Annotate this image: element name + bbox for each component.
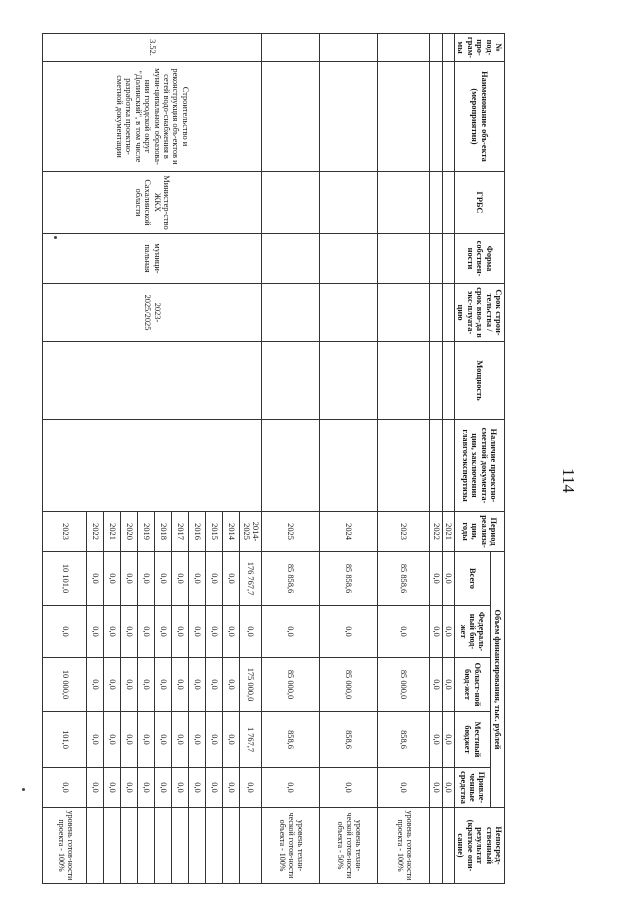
federal-cell: 0,0	[240, 606, 262, 658]
result-cell: уровень готов-ности проекта - 100%	[43, 808, 87, 884]
header-row-1	[490, 34, 504, 884]
year-cell: 2024	[320, 512, 378, 552]
total-cell: 85 858,6	[320, 552, 378, 606]
result-cell: уровень техни-ческой готов-ности объекта - 50%	[320, 808, 378, 884]
header-total: Всего	[454, 552, 490, 606]
local-cell: 101,0	[43, 712, 87, 768]
private-cell: 0,0	[155, 768, 172, 808]
private-cell: 0,0	[430, 768, 442, 808]
private-cell: 0,0	[121, 768, 138, 808]
private-cell: 0,0	[189, 768, 206, 808]
private-cell: 0,0	[43, 768, 87, 808]
scan-speck	[22, 788, 25, 791]
local-cell: 858,6	[378, 712, 430, 768]
federal-cell: 0,0	[104, 606, 121, 658]
federal-cell: 0,0	[262, 606, 320, 658]
year-cell: 2019	[138, 512, 155, 552]
regional-cell: 175 000,0	[240, 658, 262, 712]
total-cell: 0,0	[155, 552, 172, 606]
private-cell: 0,0	[262, 768, 320, 808]
object-grbs: Министер-ство ЖКХ Сахалинской области	[43, 172, 262, 234]
total-cell: 0,0	[430, 552, 442, 606]
federal-cell: 0,0	[172, 606, 189, 658]
header-result: Непосред-ственный результат (краткое опи-сание)	[454, 808, 504, 884]
year-cell: 2018	[155, 512, 172, 552]
header-federal: Федераль-ный бюд-жет	[454, 606, 490, 658]
header-capacity: Мощность	[454, 342, 504, 420]
total-cell: 0,0	[104, 552, 121, 606]
local-cell: 0,0	[104, 712, 121, 768]
object-capacity	[43, 342, 262, 420]
local-cell: 858,6	[262, 712, 320, 768]
object-name: Строительство и реконструкция объ-ектов и сетей водо-снабжения в муни-ципальном образова-нии городской округ "Долинский", в том числе разработка проектно-сметной документации	[43, 62, 262, 172]
regional-cell: 0,0	[104, 658, 121, 712]
local-cell: 0,0	[121, 712, 138, 768]
table-row	[378, 34, 430, 884]
private-cell: 0,0	[206, 768, 223, 808]
object-term: 2023-2025/2025	[43, 284, 262, 342]
object-docs	[43, 420, 262, 512]
result-cell: уровень готов-ности проекта - 100%	[378, 808, 430, 884]
regional-cell: 10 000,0	[43, 658, 87, 712]
regional-cell: 85 000,0	[378, 658, 430, 712]
header-docs: Наличие проектно-сметной документа-ции, заключения главгосэкспертизы	[454, 420, 504, 512]
rotated-table-wrapper	[56, 33, 505, 881]
local-cell: 0,0	[189, 712, 206, 768]
total-cell: 0,0	[223, 552, 240, 606]
private-cell: 0,0	[172, 768, 189, 808]
object-total-row	[240, 34, 262, 884]
local-cell: 0,0	[155, 712, 172, 768]
total-cell: 0,0	[138, 552, 155, 606]
federal-cell: 0,0	[223, 606, 240, 658]
object-num: 3.52.	[43, 34, 262, 62]
regional-cell: 0,0	[87, 658, 104, 712]
local-cell: 1 767,7	[240, 712, 262, 768]
header-name: Наименование объ-екта (мероприятия)	[454, 62, 504, 172]
empty-row	[442, 34, 454, 884]
header-private: Привле-ченные средства	[454, 768, 490, 808]
total-cell: 85 858,6	[378, 552, 430, 606]
regional-cell: 0,0	[155, 658, 172, 712]
table-row	[262, 34, 320, 884]
regional-cell: 0,0	[172, 658, 189, 712]
total-cell: 0,0	[189, 552, 206, 606]
regional-cell: 0,0	[189, 658, 206, 712]
private-cell: 0,0	[87, 768, 104, 808]
page-number: 114	[559, 468, 578, 493]
year-cell: 2014	[223, 512, 240, 552]
year-cell: 2022	[430, 512, 442, 552]
header-period: Период реализа-ции, годы	[454, 512, 504, 552]
year-cell: 2022	[87, 512, 104, 552]
federal-cell: 0,0	[87, 606, 104, 658]
federal-cell: 0,0	[155, 606, 172, 658]
financing-table	[42, 33, 505, 884]
regional-cell: 0,0	[442, 658, 454, 712]
year-cell: 2025	[262, 512, 320, 552]
local-cell: 0,0	[223, 712, 240, 768]
empty-row	[430, 34, 442, 884]
total-cell: 85 858,6	[262, 552, 320, 606]
private-cell: 0,0	[223, 768, 240, 808]
total-cell: 0,0	[121, 552, 138, 606]
total-cell: 0,0	[172, 552, 189, 606]
federal-cell: 0,0	[442, 606, 454, 658]
header-term: Срок строи-тельства / срок вво-да в экс-плуата-цию	[454, 284, 504, 342]
table-row	[320, 34, 378, 884]
total-cell: 0,0	[206, 552, 223, 606]
regional-cell: 0,0	[121, 658, 138, 712]
result-cell: уровень техни-ческой готов-ности объекта - 100%	[262, 808, 320, 884]
local-cell: 0,0	[430, 712, 442, 768]
private-cell: 0,0	[442, 768, 454, 808]
federal-cell: 0,0	[430, 606, 442, 658]
federal-cell: 0,0	[43, 606, 87, 658]
year-cell: 2014-2025	[240, 512, 262, 552]
local-cell: 0,0	[206, 712, 223, 768]
header-ownership: Форма собствен-ности	[454, 234, 504, 284]
total-cell: 10 101,0	[43, 552, 87, 606]
header-regional: Област-ной бюд-жет	[454, 658, 490, 712]
local-cell: 0,0	[442, 712, 454, 768]
year-cell: 2023	[43, 512, 87, 552]
federal-cell: 0,0	[189, 606, 206, 658]
year-cell: 2017	[172, 512, 189, 552]
local-cell: 0,0	[87, 712, 104, 768]
header-grbs: ГРБС	[454, 172, 504, 234]
private-cell: 0,0	[104, 768, 121, 808]
year-cell: 2021	[104, 512, 121, 552]
private-cell: 0,0	[320, 768, 378, 808]
year-cell: 2023	[378, 512, 430, 552]
local-cell: 858,6	[320, 712, 378, 768]
regional-cell: 85 000,0	[320, 658, 378, 712]
header-local: Местный бюджет	[454, 712, 490, 768]
federal-cell: 0,0	[378, 606, 430, 658]
regional-cell: 0,0	[138, 658, 155, 712]
private-cell: 0,0	[378, 768, 430, 808]
local-cell: 0,0	[138, 712, 155, 768]
header-funding: Объем финансирования, тыс. рублей	[490, 552, 504, 808]
regional-cell: 85 000,0	[262, 658, 320, 712]
regional-cell: 0,0	[223, 658, 240, 712]
local-cell: 0,0	[172, 712, 189, 768]
total-cell: 176 767,7	[240, 552, 262, 606]
federal-cell: 0,0	[121, 606, 138, 658]
year-cell: 2021	[442, 512, 454, 552]
year-cell: 2016	[189, 512, 206, 552]
year-cell: 2020	[121, 512, 138, 552]
object-ownership: муници-пальная	[43, 234, 262, 284]
total-cell: 0,0	[87, 552, 104, 606]
federal-cell: 0,0	[320, 606, 378, 658]
private-cell: 0,0	[138, 768, 155, 808]
total-cell: 0,0	[442, 552, 454, 606]
federal-cell: 0,0	[206, 606, 223, 658]
private-cell: 0,0	[240, 768, 262, 808]
regional-cell: 0,0	[206, 658, 223, 712]
header-num: № под-про-грам-мы	[454, 34, 504, 62]
regional-cell: 0,0	[430, 658, 442, 712]
year-cell: 2015	[206, 512, 223, 552]
federal-cell: 0,0	[138, 606, 155, 658]
